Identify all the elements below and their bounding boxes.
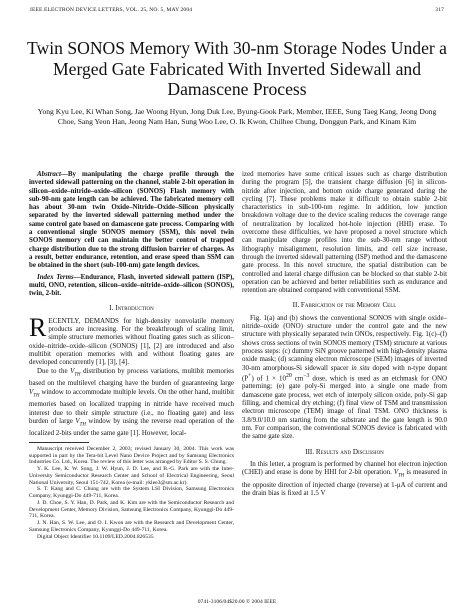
doi: Digital Object Identifier 10.1109/LED.2004.826535	[37, 533, 154, 540]
sup-plus: +	[248, 372, 252, 379]
fab-text-e: dose, which is used as an etchmask for ONO patterning; (e) gate poly-Si merged into a single one made from damascene gate process, wet etch of interpoly silicon oxide, poly-Si gap filling, and chemical dry etching; (f) final view of TSM and transmission electron microscope (TEM) image of final TSM. ONO thickness is 3.8/9.0/10.0 nm starting from the substrate and the gate length is 90.0 nm. For comparison, the conventional SONOS device is fabricated with the same gate size.	[242, 374, 447, 441]
footnote-affiliation-1: Y. K. Lee, K. W. Song, J. W. Hyun, J. D. Lee, and B.-G. Park are with the Inter-University Semiconductor Research Center and School of Electrical Engineering, Seoul National University, Seoul 151-742, Korea (e-mail: yklee3@sm.ac.kr).	[29, 466, 234, 486]
intro-p1-text: DEMANDS for high-density nonvolatile memory products are increasing. For the breakthrough of scaling limit, simple structure memories without floating gates such as silicon–oxide–nitride–oxide–silicon (SONOS) [1], [2] are introduced and also multibit operation memories with and without floating gates are developed concurrently [1], [3], [4].	[29, 316, 234, 367]
fab-text-c: ) of 1 × 10	[251, 374, 286, 383]
footnote-affiliation-2: S. T. Kang and C. Chung are with the System LSI Division, Samsung Electronics Company, Kyunggi-Do 449-711, Korea.	[29, 486, 234, 500]
vth-v: V	[75, 416, 80, 425]
vth-sub: TH	[33, 392, 40, 398]
footnote-affiliation-3: J. D. Choe, S. Y. Han, D. Park, and K. Kim are with the Semiconductor Research and Development Center, Memory Division, Samsung Electronics Company, Kyunggi-Do 449-711, Korea.	[29, 499, 234, 520]
right-paragraph-1: ized memories have some critical issues such as charge distribution during the program [5], the transient charge diffusion [6] in silicon-nitride after injection, and bottom oxide charge generated during the cycling [7]. These problems make it difficult to obtain stable 2-bit characteristics in sub-100-nm regime. In addition, low junction breakdown voltage due to the device scaling reduces the coverage range of neutralization by localized hot-hole injection (HHI) erase. To overcome these difficulties, we have proposed a novel structure which can manipulate charge profiles into the sub-30-nm range without lithography misalignment, resolution limits, and cell size increase, through the inverted sidewall patterning (ISP) method and the damascene gate process. In this novel structure, the spatial distribution can be controlled and lateral charge diffusion can be blocked so that stable 2-bit operation can be achieved and better reliabilities such as endurance and retention are obtained compared with conventional SSM.	[242, 170, 447, 295]
vth-sub: TH	[79, 422, 86, 428]
sup-minus3: −3	[303, 372, 310, 379]
intro-paragraph-2	[29, 367, 234, 438]
footnote-manuscript: Manuscript received December 2, 2003; revised January 30, 2004. This work was supported in part by the Tera-bit Level Nano Device Project and by Samsung Electronics Industries Co. Ltd., Korea. The review of this letter was arranged by Editor S. S. Chung.	[29, 445, 234, 466]
section-heading-results: III. Results and Discussion	[305, 447, 384, 456]
index-terms-label: Index Terms—	[37, 272, 81, 281]
paper-title: Twin SONOS Memory With 30-nm Storage Nodes Under a Merged Gate Fabricated With Inverted Sidewall and Damascene Process	[27, 38, 447, 99]
fab-text-d: cm	[291, 374, 304, 383]
intro-paragraph-1	[29, 312, 234, 367]
sup-20: 20	[285, 372, 292, 379]
intro-p2-a: Due to the	[37, 366, 71, 375]
in-situ: in situ	[351, 363, 370, 372]
left-column	[29, 170, 234, 540]
index-terms-text: Endurance, Flash, inverted sidewall pattern (ISP), multi, ONO, retention, silicon–oxide–nitride–oxide–silicon (SONOS), twin, 2-bit.	[29, 272, 234, 298]
page-number: 317	[435, 7, 444, 13]
drop-cap: R	[29, 312, 47, 342]
author-list: Yong Kyu Lee, Ki Whan Song, Jae Woong Hyun, Jong Duk Lee, Byung-Gook Park, Member, IEEE, Sung Taeg Kang, Jeong Dong Choe, Sang Yeon Han, Jeong Nam Han, Sung Woo Lee, O. Ik Kwon, Chilhee Chung, Donggun Park, and Kinam Kim	[37, 107, 437, 126]
vth-symbol	[29, 388, 39, 396]
running-head	[30, 7, 444, 17]
fabrication-paragraph	[242, 314, 447, 441]
intro-p2-d: window by using the reverse read operation of the localized 2-bits under the same gate [1]. However, local-	[29, 416, 234, 438]
copyright-footer: 0741-3106/04$20.00 © 2004 IEEE	[197, 599, 277, 605]
vth-symbol	[75, 416, 86, 428]
vth-symbol	[70, 367, 80, 375]
vth-symbol	[393, 468, 405, 479]
vth-v: V	[393, 468, 399, 477]
journal-name: IEEE ELECTRON DEVICE LETTERS, VOL. 25, NO. 5, MAY 2004	[30, 7, 193, 13]
intro-p2-c: window to accommodate multiple levels. On the other hand, multibit memories based on localized trapping in nitride have received much interest due to their simple structure (i.e., no floating gate) and less burden of large	[29, 387, 234, 425]
vth-v: V	[29, 387, 34, 396]
right-column	[242, 170, 447, 497]
results-text-b: is measured in the opposite direction of injected charge (reverse) at 1-μA of current and the drain bias is fixed at 1.5 V	[242, 468, 447, 498]
section-heading-introduction: I. Introduction	[109, 304, 154, 313]
footnote-affiliation-4: J. N. Han, S. W. Lee, and O. I. Kwon are with the Research and Development Center, Samsung Electronics Company, Kyunggi-Do 449-711, Korea.	[29, 520, 234, 533]
intro-p2-b: distribution by process variations, multibit memories based on the multilevel charging have the burden of guaranteeing large	[29, 366, 234, 388]
abstract	[29, 170, 234, 270]
vth-v: V	[70, 366, 75, 375]
intro-first-word: ECENTLY,	[48, 316, 81, 325]
footnote-rule	[29, 442, 89, 443]
section-heading-fabrication: II. Fabrication of the Memory Cell	[292, 301, 397, 310]
abstract-text: By manipulating the charge profile through the inverted sidewall patterning on the channel, stable 2-bit operation in silicon–oxide–nitride–oxide–silicon (SONOS) Flash memory with sub-90-nm gate length can be achieved. The fabricated memory cell has about 30-nm twin Oxide–Nitride–Oxide–Silicon physically separated by the inverted sidewall patterning method under the same control gate based on damascene gate process. Comparing with a conventional single SONOS memory (SSM), this novel twin SONOS memory cell can maintain the better control of trapped charge distribution due to the strong diffusion barrier of charges. As a result, better endurance, retention, and erase speed than SSM can be obtained in the short (sub-100-nm) gate length devices.	[29, 170, 234, 270]
abstract-label: Abstract—	[37, 170, 68, 178]
vth-sub: TH	[398, 473, 405, 479]
fab-text-a: Fig. 1(a) and (b) shows the conventional SONOS with single oxide–nitride–oxide (ONO) structure under the control gate and the new structure with physically separated twin ONOs, respectively. Fig. 1(c)–(f) shows cross sections of twin SONOS memory (TSM) structure at various process steps: (c) dummy SiN groove patterned with high-density plasma oxide mask; (d) scanning electron microscope (SEM) images of inverted 30-nm amorphous-Si sidewall spacer	[242, 313, 447, 372]
results-text-a: In this letter, a program is performed by channel hot electron injection (CHEI) and erase is done by HHI for 2-bit operation.	[242, 459, 447, 477]
fab-text-b: doped with n-type dopant (P	[242, 363, 447, 383]
footnotes	[29, 446, 234, 541]
vth-sub: TH	[74, 371, 81, 377]
index-terms	[29, 273, 234, 298]
results-paragraph	[242, 460, 447, 498]
